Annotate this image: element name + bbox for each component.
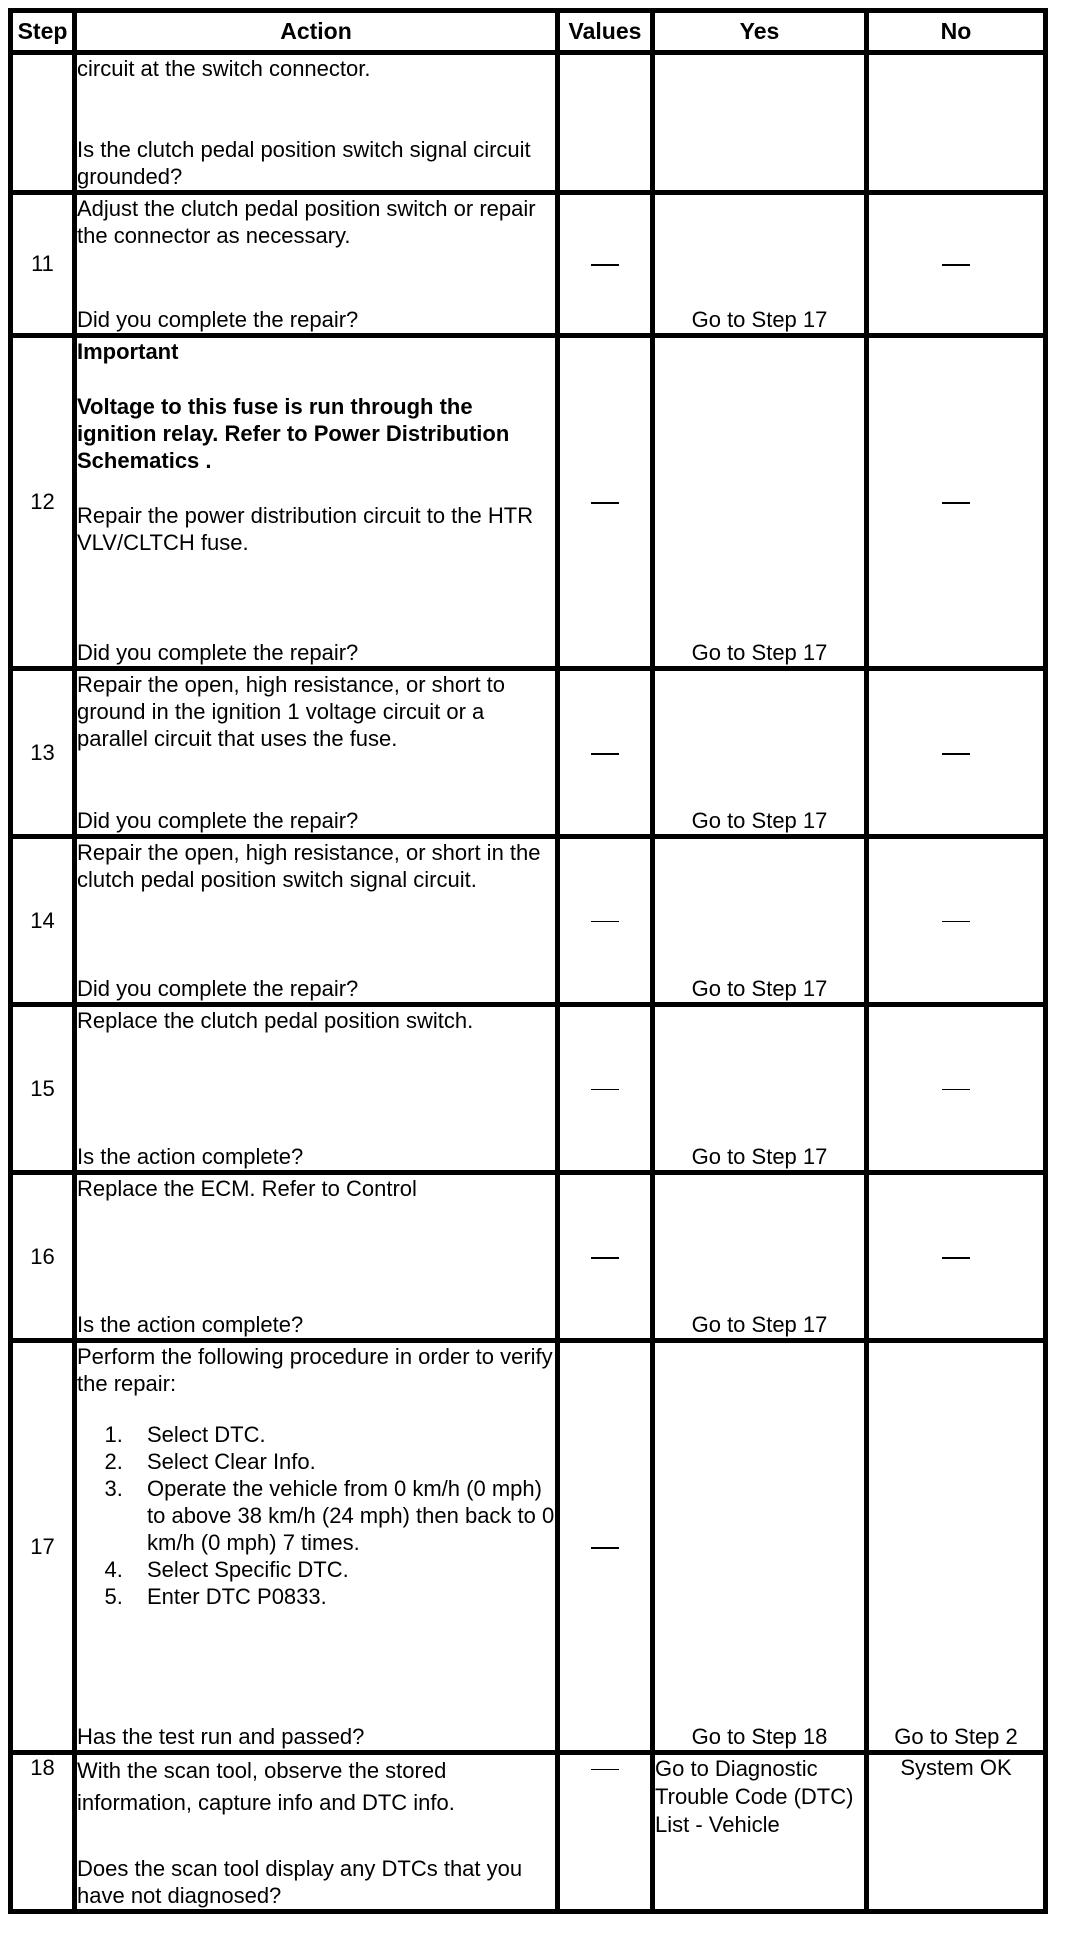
no-cell: System OK: [900, 1755, 1012, 1780]
no-cell: Go to Step 2: [869, 1343, 1043, 1755]
step-number: 18: [13, 1755, 77, 1909]
action-question: Did you complete the repair?: [77, 976, 359, 1001]
no-cell: [869, 1175, 1043, 1343]
dash-mark: [942, 1257, 970, 1259]
action-question: Is the clutch pedal position switch signal circuit grounded?: [77, 137, 531, 189]
step-number: 16: [13, 1175, 77, 1343]
dash-mark: [591, 921, 619, 922]
action-text: With the scan tool, observe the stored information, capture info and DTC info.: [77, 1758, 455, 1815]
action-cell: [77, 1755, 560, 1909]
table-row: [13, 195, 1043, 338]
action-cell: [77, 1343, 560, 1755]
dash-mark: [942, 921, 970, 922]
values-cell: [560, 1343, 655, 1755]
dash-mark: [591, 264, 619, 266]
yes-cell: Go to Step 18: [655, 1343, 869, 1755]
table-header-row: [13, 13, 1043, 55]
yes-cell: Go to Diagnostic Trouble Code (DTC) List - Vehicle: [655, 1755, 869, 1909]
dash-mark: [942, 753, 970, 755]
action-text: Perform the following procedure in order to verify the repair:: [77, 1344, 553, 1396]
action-cell: [77, 338, 560, 671]
dash-mark: [942, 1089, 970, 1090]
no-cell: [869, 338, 1043, 671]
action-text: circuit at the switch connector.: [77, 56, 371, 81]
header-yes: Yes: [655, 13, 869, 55]
procedure-step: 5. Enter DTC P0833.: [129, 1583, 555, 1610]
step-number: 14: [13, 839, 77, 1007]
action-text: Replace the ECM. Refer to Control: [77, 1176, 417, 1201]
no-cell: [869, 55, 1043, 195]
table-row: [13, 338, 1043, 671]
action-cell: [77, 839, 560, 1007]
action-question: Did you complete the repair?: [77, 808, 359, 833]
dash-mark: [942, 502, 970, 504]
action-cell: [77, 1007, 560, 1175]
values-cell: [560, 1007, 655, 1175]
action-question: Is the action complete?: [77, 1312, 304, 1337]
dash-mark: [591, 1769, 619, 1770]
step-number: [13, 55, 77, 195]
no-cell: [869, 839, 1043, 1007]
action-text: Repair the power distribution circuit to the HTR VLV/CLTCH fuse.: [77, 503, 534, 555]
procedure-step: 3. Operate the vehicle from 0 km/h (0 mph) to above 38 km/h (24 mph) then back to 0 km/h (0 mph) 7 times.: [129, 1475, 555, 1556]
header-step: Step: [13, 13, 77, 55]
table-row: [13, 671, 1043, 839]
dash-mark: [942, 264, 970, 266]
action-question: Did you complete the repair?: [77, 640, 359, 665]
values-cell: [560, 338, 655, 671]
values-cell: [560, 55, 655, 195]
yes-cell: [655, 55, 869, 195]
action-cell: [77, 1175, 560, 1343]
table-row: [13, 1343, 1043, 1755]
no-cell: [869, 195, 1043, 338]
step-number: 17: [13, 1343, 77, 1755]
action-cell: [77, 671, 560, 839]
values-cell: [560, 195, 655, 338]
step-number: 11: [13, 195, 77, 338]
header-action: Action: [77, 13, 560, 55]
yes-cell: Go to Step 17: [655, 1175, 869, 1343]
diagnostic-table: [8, 8, 1048, 1914]
dash-mark: [591, 502, 619, 504]
procedure-step: 2. Select Clear Info.: [129, 1448, 555, 1475]
action-text: Adjust the clutch pedal position switch or repair the connector as necessary.: [77, 196, 536, 248]
yes-cell: Go to Step 17: [655, 1007, 869, 1175]
table-row: [13, 1007, 1043, 1175]
step-number: 12: [13, 338, 77, 671]
step-number: 13: [13, 671, 77, 839]
procedure-step: 1. Select DTC.: [129, 1421, 555, 1448]
action-question: Does the scan tool display any DTCs that you have not diagnosed?: [77, 1856, 523, 1908]
action-question: Is the action complete?: [77, 1144, 304, 1169]
action-question: Did you complete the repair?: [77, 307, 359, 332]
important-note: Voltage to this fuse is run through the ignition relay. Refer to Power Distribution Schematics .: [77, 394, 510, 473]
table-row: [13, 55, 1043, 195]
action-question: Has the test run and passed?: [77, 1724, 365, 1749]
values-cell: [560, 839, 655, 1007]
procedure-step: 4. Select Specific DTC.: [129, 1556, 555, 1583]
yes-cell: Go to Step 17: [655, 195, 869, 338]
dash-mark: [591, 753, 619, 755]
procedure-list: [77, 1421, 555, 1610]
dash-mark: [591, 1547, 619, 1549]
values-cell: [560, 671, 655, 839]
table-row: [13, 839, 1043, 1007]
dash-mark: [591, 1257, 619, 1259]
action-text: Replace the clutch pedal position switch.: [77, 1008, 474, 1033]
step-number: 15: [13, 1007, 77, 1175]
important-heading: Important: [77, 339, 179, 364]
no-cell: [869, 671, 1043, 839]
header-no: No: [869, 13, 1043, 55]
yes-cell: Go to Step 17: [655, 338, 869, 671]
values-cell: [560, 1175, 655, 1343]
values-cell: [560, 1755, 655, 1909]
header-values: Values: [560, 13, 655, 55]
yes-cell: Go to Step 17: [655, 839, 869, 1007]
no-cell: [869, 1007, 1043, 1175]
table-row: [13, 1755, 1043, 1909]
action-text: Repair the open, high resistance, or short in the clutch pedal position switch signal circuit.: [77, 840, 541, 892]
table-row: [13, 1175, 1043, 1343]
action-text: Repair the open, high resistance, or short to ground in the ignition 1 voltage circuit or a parallel circuit that uses the fuse.: [77, 672, 506, 751]
action-cell: [77, 55, 560, 195]
yes-cell: Go to Step 17: [655, 671, 869, 839]
action-cell: [77, 195, 560, 338]
dash-mark: [591, 1089, 619, 1090]
